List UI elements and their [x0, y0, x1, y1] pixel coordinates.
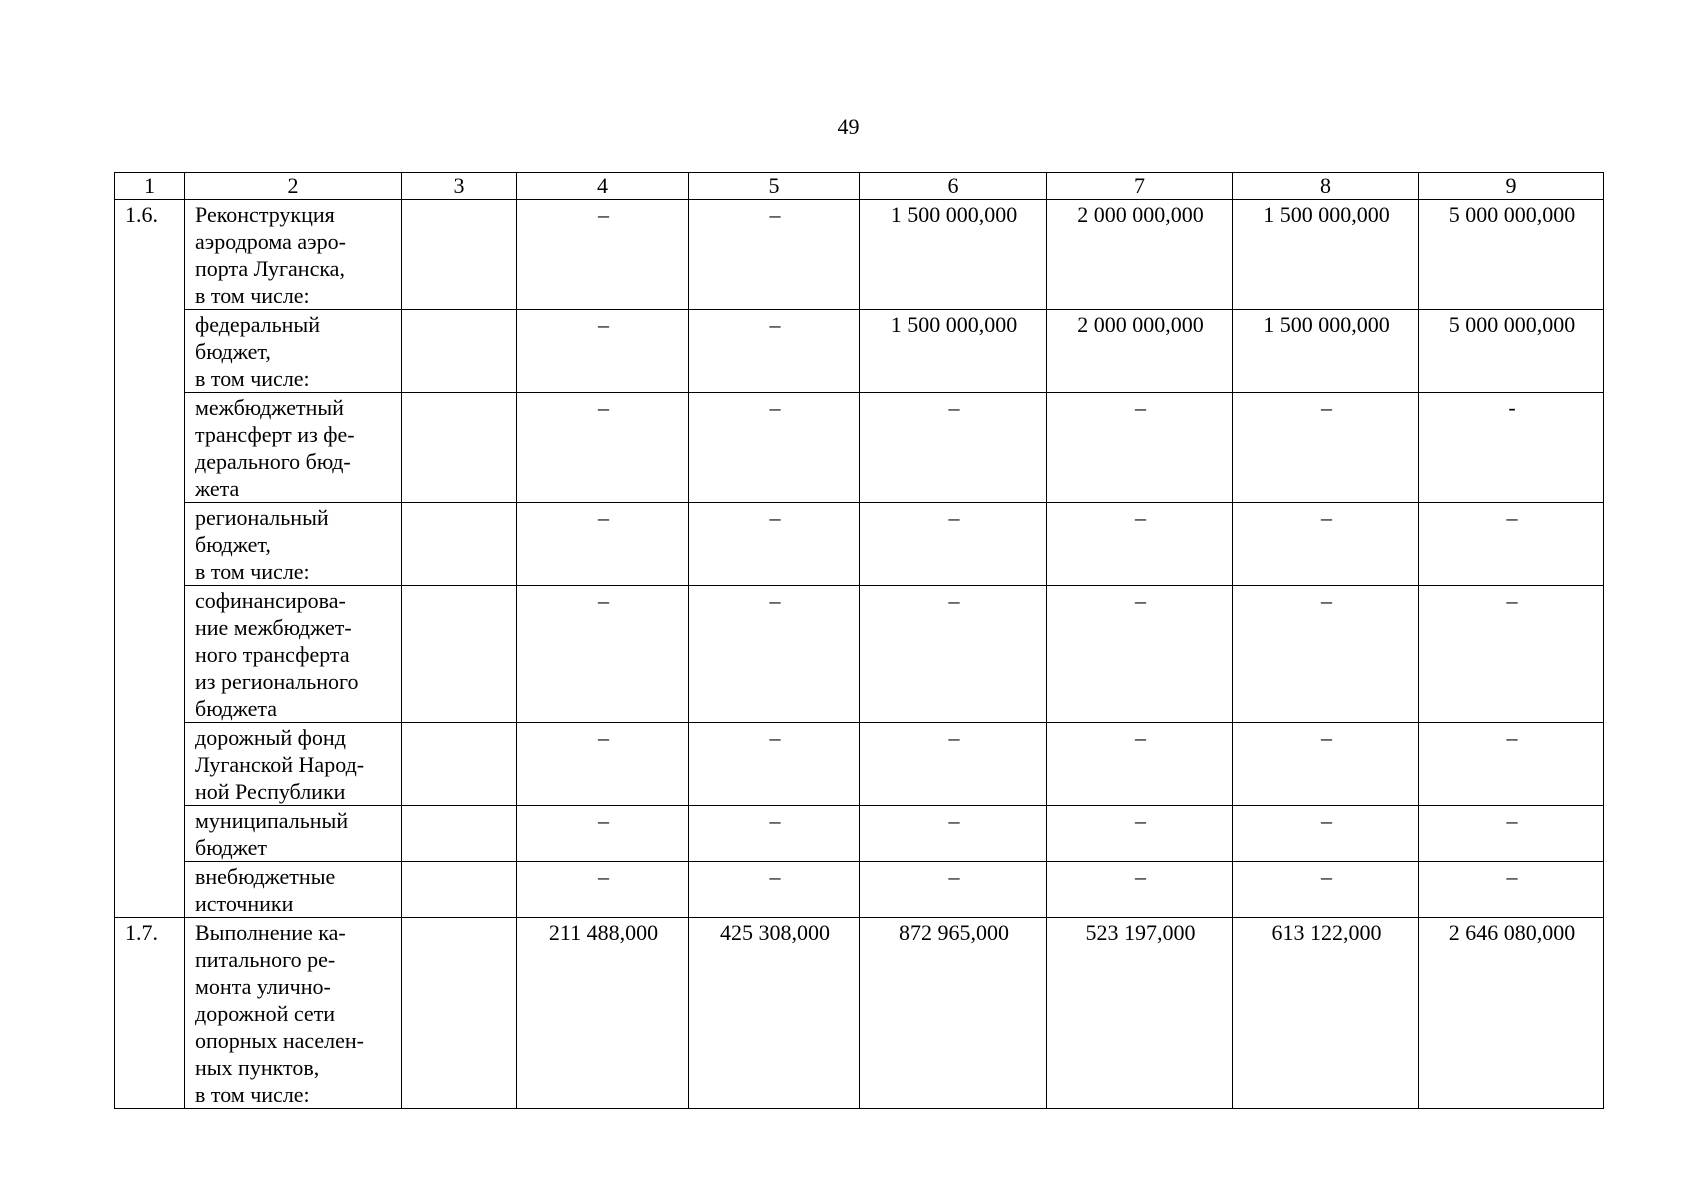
cell-col6: 1 500 000,000	[860, 310, 1047, 393]
item-name: межбюджетный трансферт из фе- дерального бюд- жета	[185, 393, 402, 503]
column-number: 4	[517, 173, 689, 200]
cell-col3	[402, 503, 517, 586]
cell-col5: –	[689, 862, 860, 918]
cell-col4: –	[517, 393, 689, 503]
cell-col7: 2 000 000,000	[1047, 310, 1233, 393]
cell-col9: -	[1419, 393, 1604, 503]
cell-col8: –	[1233, 723, 1419, 806]
cell-col6: –	[860, 503, 1047, 586]
cell-col8: –	[1233, 862, 1419, 918]
cell-col7: –	[1047, 393, 1233, 503]
cell-col8: 613 122,000	[1233, 918, 1419, 1109]
cell-col5: –	[689, 393, 860, 503]
cell-col8: –	[1233, 806, 1419, 862]
column-number: 3	[402, 173, 517, 200]
cell-col3	[402, 806, 517, 862]
page-number: 49	[837, 114, 860, 139]
cell-col6: –	[860, 586, 1047, 723]
table-row	[115, 310, 1604, 393]
cell-col5: –	[689, 200, 860, 310]
cell-col4: –	[517, 200, 689, 310]
column-number: 1	[115, 173, 185, 200]
cell-col8: –	[1233, 393, 1419, 503]
column-number: 6	[860, 173, 1047, 200]
cell-col9: –	[1419, 723, 1604, 806]
item-name: муниципальный бюджет	[185, 806, 402, 862]
cell-col4: –	[517, 862, 689, 918]
cell-col4: 211 488,000	[517, 918, 689, 1109]
cell-col8: 1 500 000,000	[1233, 200, 1419, 310]
cell-col5: –	[689, 723, 860, 806]
cell-col4: –	[517, 586, 689, 723]
table-row	[115, 723, 1604, 806]
table-row	[115, 503, 1604, 586]
item-name: Выполнение ка- питального ре- монта улично- дорожной сети опорных населен- ных пунктов, в том числе:	[185, 918, 402, 1109]
cell-col6: 1 500 000,000	[860, 200, 1047, 310]
cell-col9: –	[1419, 586, 1604, 723]
cell-col3	[402, 393, 517, 503]
cell-col3	[402, 918, 517, 1109]
cell-col9: –	[1419, 806, 1604, 862]
item-code: 1.7.	[115, 918, 185, 1109]
table-row	[115, 918, 1604, 1109]
cell-col6: –	[860, 393, 1047, 503]
column-number: 5	[689, 173, 860, 200]
item-name: региональный бюджет, в том числе:	[185, 503, 402, 586]
table-row	[115, 806, 1604, 862]
cell-col3	[402, 310, 517, 393]
cell-col5: –	[689, 586, 860, 723]
cell-col8: 1 500 000,000	[1233, 310, 1419, 393]
item-name: Реконструкция аэродрома аэро- порта Луганска, в том числе:	[185, 200, 402, 310]
cell-col7: –	[1047, 862, 1233, 918]
cell-col3	[402, 862, 517, 918]
cell-col3	[402, 723, 517, 806]
cell-col6: –	[860, 806, 1047, 862]
cell-col6: –	[860, 723, 1047, 806]
item-name: софинансирова- ние межбюджет- ного трансферта из регионального бюджета	[185, 586, 402, 723]
cell-col6: –	[860, 862, 1047, 918]
cell-col7: –	[1047, 723, 1233, 806]
column-number: 7	[1047, 173, 1233, 200]
cell-col9: 2 646 080,000	[1419, 918, 1604, 1109]
cell-col9: 5 000 000,000	[1419, 310, 1604, 393]
cell-col7: 523 197,000	[1047, 918, 1233, 1109]
cell-col9: 5 000 000,000	[1419, 200, 1604, 310]
table-row	[115, 200, 1604, 310]
cell-col5: –	[689, 310, 860, 393]
cell-col3	[402, 586, 517, 723]
column-number: 9	[1419, 173, 1604, 200]
item-name: внебюджетные источники	[185, 862, 402, 918]
cell-col8: –	[1233, 503, 1419, 586]
cell-col8: –	[1233, 586, 1419, 723]
cell-col4: –	[517, 310, 689, 393]
table-row	[115, 393, 1604, 503]
table-row	[115, 586, 1604, 723]
cell-col9: –	[1419, 503, 1604, 586]
cell-col5: –	[689, 503, 860, 586]
column-number: 2	[185, 173, 402, 200]
item-name: дорожный фонд Луганской Народ- ной Республики	[185, 723, 402, 806]
cell-col3	[402, 200, 517, 310]
cell-col4: –	[517, 723, 689, 806]
budget-table	[114, 172, 1604, 1109]
item-code: 1.6.	[115, 200, 185, 918]
cell-col4: –	[517, 806, 689, 862]
cell-col6: 872 965,000	[860, 918, 1047, 1109]
column-number-row	[115, 173, 1604, 200]
cell-col9: –	[1419, 862, 1604, 918]
cell-col7: –	[1047, 806, 1233, 862]
cell-col7: 2 000 000,000	[1047, 200, 1233, 310]
column-number: 8	[1233, 173, 1419, 200]
item-name: федеральный бюджет, в том числе:	[185, 310, 402, 393]
cell-col7: –	[1047, 503, 1233, 586]
cell-col7: –	[1047, 586, 1233, 723]
cell-col5: –	[689, 806, 860, 862]
cell-col4: –	[517, 503, 689, 586]
cell-col5: 425 308,000	[689, 918, 860, 1109]
table-row	[115, 862, 1604, 918]
